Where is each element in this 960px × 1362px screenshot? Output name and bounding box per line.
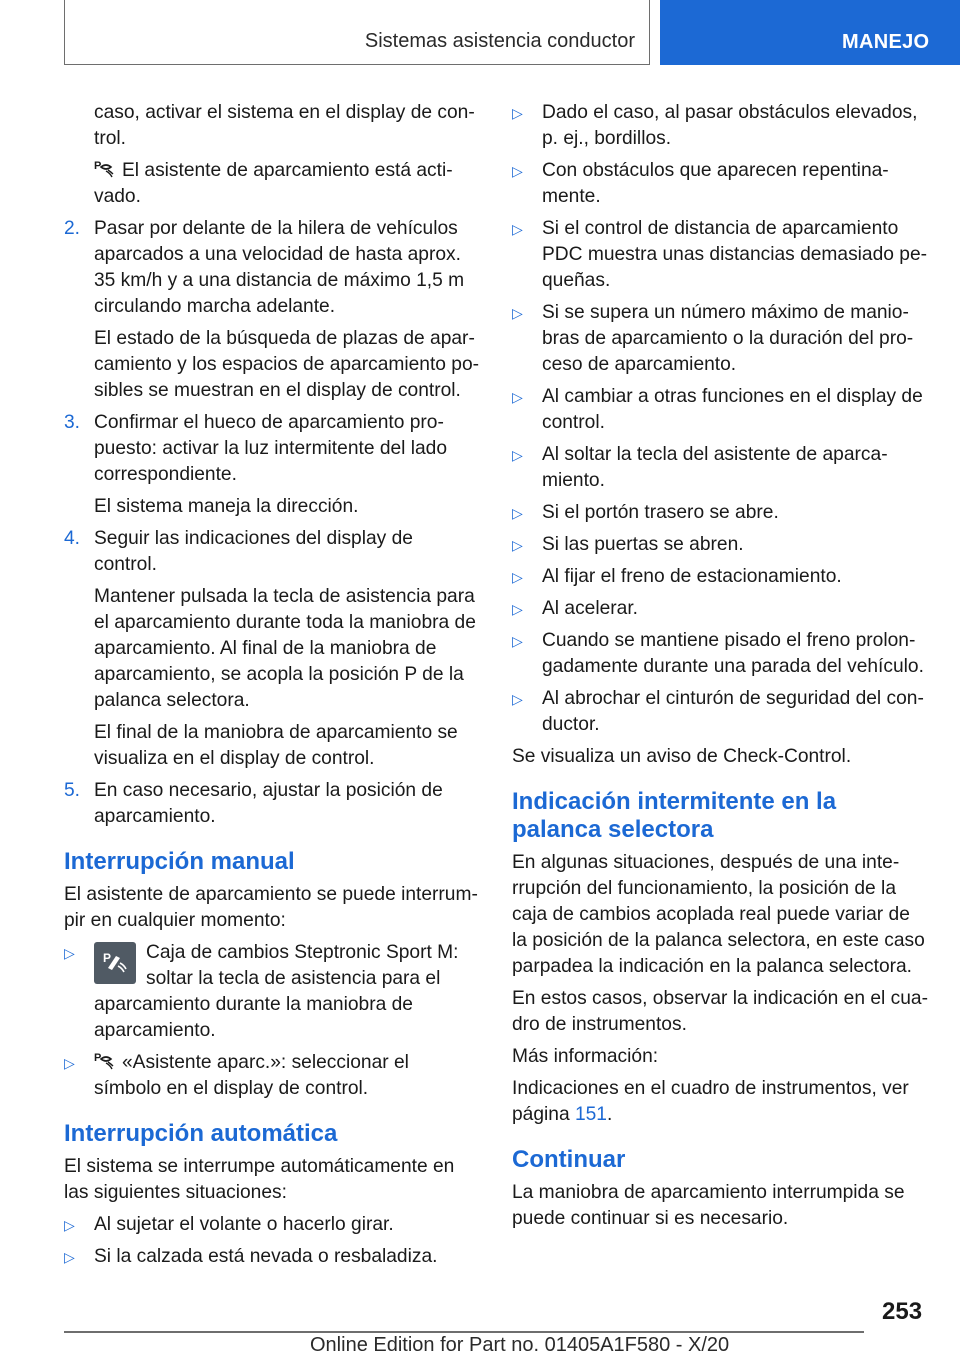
bullet-item: [512, 686, 928, 738]
bullet-icon: ▷: [512, 505, 523, 521]
bullet-item: [64, 1244, 480, 1270]
bullet-text: Dado el caso, al pasar obstáculos elevados, p. ej., bordillos.: [542, 102, 918, 149]
paragraph: El asistente de aparcamiento se puede interrumpir en cualquier momento:: [64, 884, 478, 931]
bullet-icon: ▷: [512, 447, 523, 463]
bullet-icon: ▷: [512, 163, 523, 179]
header-section-title: Sistemas asistencia conductor: [364, 30, 635, 52]
bullet-icon: ▷: [512, 389, 523, 405]
bullet-item: [512, 100, 928, 152]
header-chapter-tab: [660, 0, 960, 65]
svg-text:P: P: [94, 160, 102, 172]
bullet-icon: ▷: [512, 305, 523, 321]
bullet-icon: ▷: [512, 105, 523, 121]
bullet-item: [512, 500, 928, 526]
bullet-text: Caja de cambios Steptronic Sport M: soltar la tecla de asistencia para el aparcamiento durante la maniobra de aparcamiento.: [94, 942, 459, 1041]
paragraph: Más información:: [512, 1046, 659, 1067]
step-item: [64, 410, 480, 488]
paragraph: El sistema se interrumpe automáticamente en las siguientes situaciones:: [64, 1156, 455, 1203]
bullet-text: Con obstáculos que aparecen repentinamente.: [542, 160, 889, 207]
step-number: 4.: [64, 528, 81, 549]
paragraph: Se visualiza un aviso de Check-Control.: [512, 746, 852, 767]
bullet-text: Si el portón trasero se abre.: [542, 502, 779, 523]
step-text: Seguir las indicaciones del display de control.: [94, 528, 413, 575]
bullet-item: [512, 216, 928, 294]
bullet-icon: ▷: [512, 569, 523, 585]
step-item: [64, 778, 480, 830]
paragraph: caso, activar el sistema en el display de control.: [94, 102, 475, 149]
bullet-text: Al fijar el freno de estacionamiento.: [542, 566, 842, 587]
heading-automatic-interruption: Interrupción automática: [64, 1120, 338, 1147]
bullet-text: «Asistente aparc.»: seleccionar el símbolo en el display de control.: [94, 1052, 409, 1099]
park-assistant-icon: [94, 1051, 116, 1071]
paragraph: El sistema maneja la dirección.: [94, 496, 359, 517]
step-item: [64, 526, 480, 578]
bullet-item: [512, 564, 928, 590]
paragraph: En estos casos, observar la indicación en el cuadro de instrumentos.: [512, 988, 928, 1035]
bullet-item: [512, 628, 928, 680]
bullet-item: [64, 1050, 480, 1102]
bullet-item: [64, 940, 480, 1044]
bullet-text: Al abrochar el cinturón de seguridad del conductor.: [542, 688, 924, 735]
bullet-icon: ▷: [64, 1249, 75, 1265]
bullet-icon: ▷: [512, 601, 523, 617]
bullet-item: [64, 1212, 480, 1238]
header-chapter-title: MANEJO: [842, 31, 930, 53]
step-text: Pasar por delante de la hilera de vehículos aparcados a una velocidad de hasta aprox. 35 km/h y a una distancia de máximo 1,5 m circulando marcha adelante.: [94, 218, 465, 317]
bullet-text: Si el control de distancia de aparcamiento PDC muestra unas distancias demasiado pequeñas.: [542, 218, 928, 291]
paragraph: La maniobra de aparcamiento interrumpida se puede continuar si es necesario.: [512, 1182, 905, 1229]
bullet-text: Cuando se mantiene pisado el freno prolongadamente durante una parada del vehículo.: [542, 630, 924, 677]
park-assist-button-icon: [94, 942, 136, 984]
bullet-text: Al acelerar.: [542, 598, 638, 619]
paragraph-text: El asistente de aparcamiento está activado.: [94, 160, 453, 207]
bullet-text: Al sujetar el volante o hacerlo girar.: [94, 1214, 394, 1235]
bullet-text: Si las puertas se abren.: [542, 534, 744, 555]
bullet-icon: ▷: [512, 691, 523, 707]
left-column: [64, 100, 480, 1276]
paragraph: El final de la maniobra de aparcamiento se visualiza en el display de control.: [94, 722, 458, 769]
bullet-text: Al soltar la tecla del asistente de aparcamiento.: [542, 444, 888, 491]
svg-text:P: P: [103, 951, 112, 965]
page-number: 253: [882, 1298, 923, 1325]
paragraph: [64, 158, 480, 210]
bullet-item: [512, 596, 928, 622]
park-assistant-icon: [94, 159, 116, 179]
step-number: 5.: [64, 780, 81, 801]
footer-edition: Online Edition for Part no. 01405A1F580 - X/20: [310, 1334, 730, 1356]
bullet-item: [512, 532, 928, 558]
bullet-icon: ▷: [512, 221, 523, 237]
bullet-text: Al cambiar a otras funciones en el display de control.: [542, 386, 923, 433]
heading-continue: Continuar: [512, 1146, 626, 1173]
header-section-box: [64, 0, 650, 65]
paragraph: El estado de la búsqueda de plazas de aparcamiento y los espacios de aparcamiento posibles se muestran en el display de control.: [94, 328, 480, 401]
step-number: 3.: [64, 412, 81, 433]
step-text: Confirmar el hueco de aparcamiento propuesto: activar la luz intermitente del lado correspondiente.: [94, 412, 448, 485]
right-column: [512, 100, 928, 1238]
paragraph-text: .: [606, 1104, 613, 1125]
heading-flashing-indicator: Indicación intermitente en la palanca selectora: [512, 788, 837, 843]
bullet-text: Si se supera un número máximo de maniobras de aparcamiento o la duración del proceso de aparcamiento.: [542, 302, 914, 375]
paragraph: Mantener pulsada la tecla de asistencia para el aparcamiento durante toda la maniobra de aparcamiento. Al final de la maniobra de aparcamiento, se acopla la posición P de la palanca selectora.: [94, 586, 476, 711]
bullet-icon: ▷: [64, 1055, 75, 1071]
step-item: [64, 216, 480, 320]
bullet-icon: ▷: [512, 537, 523, 553]
step-number: 2.: [64, 218, 81, 239]
bullet-text: Si la calzada está nevada o resbaladiza.: [94, 1246, 438, 1267]
heading-manual-interruption: Interrupción manual: [64, 848, 295, 875]
page-reference-link[interactable]: 151: [574, 1104, 607, 1125]
step-text: En caso necesario, ajustar la posición de aparcamiento.: [94, 780, 443, 827]
bullet-icon: ▷: [64, 945, 75, 961]
paragraph-text: Indicaciones en el cuadro de instrumentos, ver página: [512, 1078, 909, 1125]
bullet-item: [512, 158, 928, 210]
footer-divider: [64, 1331, 864, 1333]
bullet-item: [512, 300, 928, 378]
paragraph: En algunas situaciones, después de una interrupción del funcionamiento, la posición de la caja de cambios acoplada real puede variar de la posición de la palanca selectora, en este caso parpadea la indicación en la palanca selectora.: [512, 852, 925, 977]
bullet-item: [512, 442, 928, 494]
bullet-icon: ▷: [512, 633, 523, 649]
bullet-icon: ▷: [64, 1217, 75, 1233]
svg-text:P: P: [94, 1052, 102, 1064]
bullet-item: [512, 384, 928, 436]
paragraph: [512, 1076, 928, 1128]
